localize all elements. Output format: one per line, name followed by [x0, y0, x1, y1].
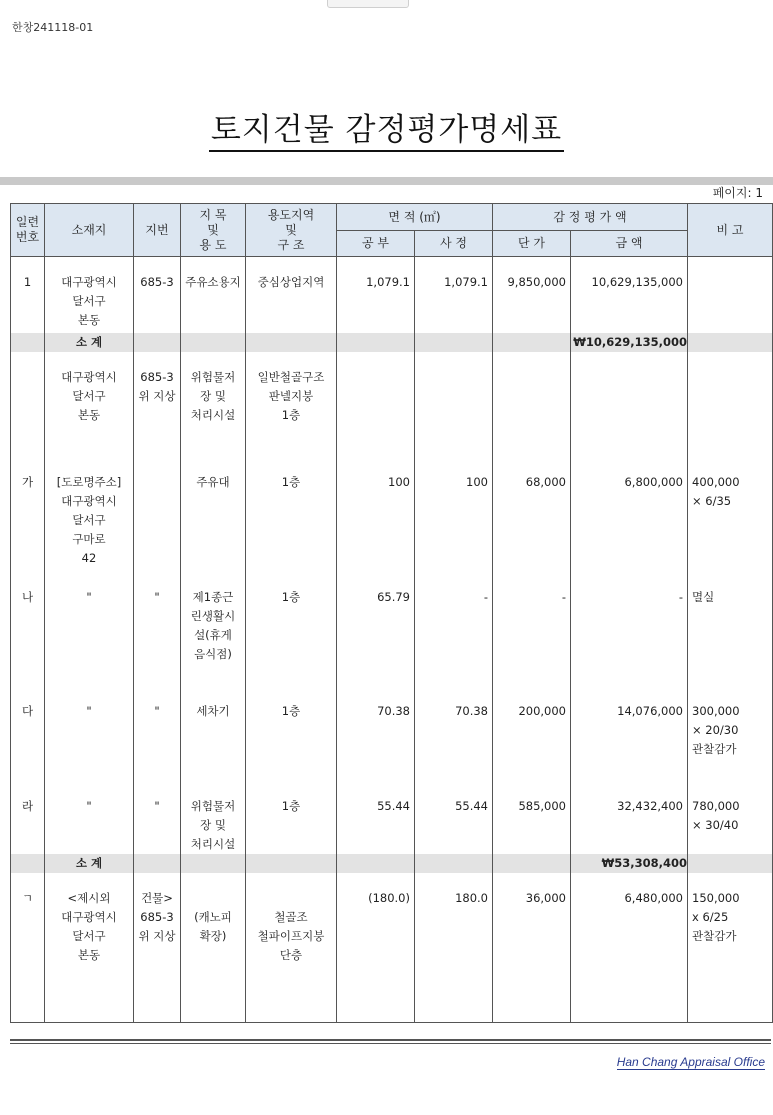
cell-area-actual [415, 686, 493, 781]
cell-amount [571, 781, 688, 854]
cell-category [181, 457, 246, 572]
subtotal-empty-cell [337, 333, 415, 352]
cell-unit-price-text [493, 352, 570, 387]
cell-category-text [181, 572, 245, 664]
subtotal-label: 소 계 [45, 854, 134, 873]
cell-zoning-text [246, 457, 336, 492]
cell-zoning-text [246, 781, 336, 816]
cell-area-official [337, 257, 415, 333]
cell-location-line: [도로명주소] [56, 474, 122, 489]
cell-zoning-line [246, 889, 336, 908]
cell-area-actual [415, 873, 493, 1023]
cell-remarks-text [688, 686, 772, 759]
cell-area-actual-text: 55.44 [455, 798, 488, 813]
cell-lot [134, 572, 181, 686]
cell-remarks [688, 572, 773, 686]
cell-location-text [45, 457, 133, 568]
cell-zoning-line: 1층 [281, 798, 301, 813]
cell-category-text [181, 781, 245, 854]
cell-category-line: (캐노피 [194, 909, 232, 924]
cell-category [181, 781, 246, 854]
cell-remarks-line: 150,000 [692, 890, 740, 905]
cell-location-text [45, 572, 133, 607]
page-number: 페이지: 1 [712, 186, 763, 200]
header-category: 지 목 및 용 도 [181, 204, 246, 257]
cell-remarks-line: 300,000 [692, 703, 740, 718]
header-appraisal: 감 정 평 가 액 [493, 204, 688, 231]
cell-location [45, 257, 134, 333]
cell-category-line: 처리시설 [190, 836, 236, 851]
cell-location [45, 352, 134, 457]
cell-remarks [688, 257, 773, 333]
cell-location-text [45, 257, 133, 330]
cell-amount [571, 257, 688, 333]
cell-area-actual [415, 781, 493, 854]
cell-zoning [246, 686, 337, 781]
cell-remarks [688, 873, 773, 1023]
cell-category-line: 설(휴게 [194, 627, 232, 642]
header-area-actual: 사 정 [415, 231, 493, 257]
cell-unit-price-text: - [561, 589, 566, 604]
cell-location-line: <제시외 [67, 890, 111, 905]
cell-area-actual-text: 1,079.1 [444, 275, 488, 289]
subtotal-empty-cell [181, 854, 246, 873]
subtotal-label: 소 계 [45, 333, 134, 352]
cell-lot-text [134, 257, 180, 292]
cell-serial-text: 라 [21, 798, 34, 813]
cell-category-line: 처리시설 [190, 407, 236, 422]
header-serial: 일련 번호 [11, 204, 45, 257]
cell-unit-price [493, 572, 571, 686]
subtotal-empty-cell [134, 854, 181, 873]
cell-category-text [181, 457, 245, 492]
table-row [11, 457, 773, 572]
cell-zoning-line: 1층 [281, 703, 301, 718]
cell-category [181, 352, 246, 457]
subtotal-empty-cell [181, 333, 246, 352]
cell-location-line: 본동 [77, 947, 101, 962]
cell-serial-text: 다 [21, 703, 34, 718]
subtotal-amount: ₩53,308,400 [571, 854, 688, 873]
subtotal-empty-cell [134, 333, 181, 352]
cell-remarks-line: × 30/40 [692, 817, 739, 832]
cell-location-line: 대구광역시 [61, 369, 117, 384]
cell-category-line: 장 및 [200, 388, 226, 403]
cell-location-line: 달서구 [72, 928, 106, 943]
subtotal-empty-cell [493, 854, 571, 873]
cell-zoning-line: 중심상업지역 [257, 275, 325, 289]
cell-area-actual-text: - [483, 589, 488, 604]
table-row [11, 686, 773, 781]
cell-unit-price [493, 686, 571, 781]
cell-serial-text [11, 352, 44, 387]
cell-location-line: " [86, 589, 92, 604]
subtotal-row [11, 333, 773, 352]
header-area: 면 적 (㎡) [337, 204, 493, 231]
cell-amount-text: 10,629,135,000 [591, 275, 683, 289]
cell-location-line: 달서구 [72, 388, 106, 403]
cell-unit-price [493, 457, 571, 572]
cell-remarks-text [688, 781, 772, 835]
cell-category [181, 572, 246, 686]
cell-amount-text: - [678, 589, 683, 604]
cell-remarks-line: × 6/35 [692, 493, 732, 508]
cell-category-line: 린생활시 [190, 608, 236, 623]
cell-amount [571, 352, 688, 457]
cell-area-actual [415, 572, 493, 686]
cell-serial-text: 가 [21, 474, 34, 489]
cell-lot [134, 257, 181, 333]
cell-category-line: 위험물저 [190, 369, 236, 384]
cell-area-official [337, 781, 415, 854]
cell-location-line: " [86, 703, 92, 718]
cell-area-official-text: 100 [388, 474, 410, 489]
cell-location [45, 572, 134, 686]
footer-divider-thin [10, 1043, 771, 1044]
top-tab-chip [327, 0, 409, 8]
cell-serial [11, 781, 45, 854]
cell-remarks-text [688, 572, 772, 607]
cell-serial [11, 257, 45, 333]
cell-category-text [181, 257, 245, 292]
cell-remarks [688, 457, 773, 572]
cell-location [45, 686, 134, 781]
subtotal-empty-cell [337, 854, 415, 873]
cell-location-line: " [86, 798, 92, 813]
cell-remarks-text [688, 257, 772, 273]
cell-location-text [45, 873, 133, 965]
cell-category-line: 세차기 [196, 703, 230, 718]
cell-location-line: 대구광역시 [61, 275, 117, 289]
cell-unit-price-text: 68,000 [525, 474, 566, 489]
cell-location-line: 구마로 [72, 531, 106, 546]
cell-serial [11, 686, 45, 781]
cell-remarks-line: 관찰감가 [692, 741, 737, 756]
cell-location-line: 대구광역시 [61, 909, 117, 924]
cell-location-text [45, 781, 133, 816]
cell-unit-price [493, 257, 571, 333]
header-remarks: 비 고 [688, 204, 773, 257]
cell-unit-price-text: 9,850,000 [507, 275, 566, 289]
cell-category [181, 873, 246, 1023]
table-row [11, 352, 773, 457]
cell-remarks-line: 관찰감가 [692, 928, 737, 943]
table-body [11, 257, 773, 1023]
cell-zoning-line: 1층 [281, 589, 301, 604]
cell-zoning-text [246, 352, 336, 425]
cell-lot-line: 건물> [141, 890, 173, 905]
cell-location [45, 873, 134, 1023]
cell-area-official [337, 873, 415, 1023]
cell-lot-line: 위 지상 [138, 928, 176, 943]
cell-zoning [246, 781, 337, 854]
cell-remarks-line: × 20/30 [692, 722, 739, 737]
cell-lot [134, 686, 181, 781]
cell-location-line: 본동 [77, 407, 101, 422]
cell-serial [11, 352, 45, 457]
cell-remarks-line: x 6/25 [692, 909, 729, 924]
cell-zoning-line: 1층 [281, 407, 301, 422]
cell-lot-text [134, 457, 180, 473]
subtotal-empty-cell [415, 333, 493, 352]
cell-category-line: 주유소용지 [185, 275, 241, 289]
cell-location-text [45, 686, 133, 721]
header-lot: 지번 [134, 204, 181, 257]
cell-serial [11, 572, 45, 686]
cell-lot-text [134, 572, 180, 607]
cell-lot-text [134, 781, 180, 816]
subtotal-amount: ₩10,629,135,000 [571, 333, 688, 352]
cell-zoning [246, 257, 337, 333]
cell-serial [11, 457, 45, 572]
cell-location-line: 달서구 [72, 294, 106, 308]
cell-remarks [688, 352, 773, 457]
cell-area-official-text: 1,079.1 [366, 275, 410, 289]
cell-lot-text [134, 352, 180, 406]
footer-divider [10, 1039, 771, 1041]
cell-zoning-line: 일반철골구조 [257, 369, 325, 384]
cell-remarks [688, 686, 773, 781]
subtotal-empty-cell [11, 333, 45, 352]
cell-lot-line: " [154, 798, 160, 813]
cell-serial-text: ㄱ [21, 890, 34, 905]
cell-lot [134, 873, 181, 1023]
cell-lot [134, 352, 181, 457]
cell-lot-line: 685-3 [140, 369, 174, 384]
cell-amount [571, 873, 688, 1023]
cell-category-line: 확장) [199, 928, 227, 943]
cell-unit-price-text: 200,000 [518, 703, 566, 718]
table-row [11, 781, 773, 854]
cell-area-actual [415, 352, 493, 457]
cell-lot [134, 781, 181, 854]
cell-amount [571, 686, 688, 781]
cell-zoning-line: 단층 [279, 947, 303, 962]
table-row [11, 572, 773, 686]
cell-amount [571, 457, 688, 572]
cell-area-actual [415, 457, 493, 572]
subtotal-empty-cell [688, 854, 773, 873]
cell-remarks-line: 780,000 [692, 798, 740, 813]
table-row [11, 257, 773, 333]
cell-location [45, 781, 134, 854]
cell-location-text [45, 352, 133, 425]
cell-serial-text: 1 [23, 275, 32, 289]
cell-category-text [181, 873, 245, 946]
header-area-official: 공 부 [337, 231, 415, 257]
cell-amount-text: 14,076,000 [617, 703, 683, 718]
cell-remarks [688, 781, 773, 854]
cell-lot-text [134, 873, 180, 946]
cell-zoning-line: 1층 [281, 474, 301, 489]
cell-unit-price-text: 585,000 [518, 798, 566, 813]
subtotal-empty-cell [246, 854, 337, 873]
cell-lot-line: " [154, 589, 160, 604]
cell-unit-price [493, 873, 571, 1023]
subtotal-empty-cell [493, 333, 571, 352]
cell-area-actual-text: 100 [466, 474, 488, 489]
document-number: 한창241118-01 [12, 21, 94, 34]
cell-category-line: 음식점) [194, 646, 232, 661]
cell-remarks-text [688, 457, 772, 511]
cell-area-official [337, 457, 415, 572]
cell-category-line: 주유대 [196, 474, 230, 489]
cell-location-line: 달서구 [72, 512, 106, 527]
cell-unit-price-text: 36,000 [525, 890, 566, 905]
subtotal-empty-cell [688, 333, 773, 352]
cell-zoning-line: 철파이프지붕 [257, 928, 325, 943]
cell-category-line [181, 889, 245, 908]
subtotal-row [11, 854, 773, 873]
cell-area-official [337, 572, 415, 686]
cell-location-line: 본동 [77, 313, 101, 327]
cell-lot-line: " [154, 703, 160, 718]
office-name: Han Chang Appraisal Office [616, 1055, 765, 1069]
cell-area-official-text: 70.38 [377, 703, 410, 718]
cell-serial [11, 873, 45, 1023]
cell-area-official [337, 686, 415, 781]
cell-location [45, 457, 134, 572]
cell-category [181, 257, 246, 333]
cell-category-text [181, 352, 245, 425]
header-amount: 금 액 [571, 231, 688, 257]
cell-area-actual-text: 180.0 [455, 890, 488, 905]
cell-zoning-line: 판넬지붕 [268, 388, 314, 403]
cell-area-actual [415, 257, 493, 333]
cell-area-official-text: (180.0) [368, 890, 410, 905]
cell-zoning-text [246, 873, 336, 965]
header-zoning: 용도지역 및 구 조 [246, 204, 337, 257]
cell-category-line: 장 및 [200, 817, 226, 832]
cell-zoning-line: 철골조 [274, 909, 308, 924]
cell-remarks-text [688, 873, 772, 946]
cell-category-text [181, 686, 245, 721]
subtotal-empty-cell [11, 854, 45, 873]
cell-serial-text: 나 [21, 589, 34, 604]
cell-category [181, 686, 246, 781]
cell-area-actual-text [415, 352, 492, 387]
table-header [11, 204, 773, 257]
cell-remarks-line: 400,000 [692, 474, 740, 489]
cell-lot-line: 685-3 [140, 275, 174, 289]
cell-amount-text [571, 352, 687, 387]
cell-zoning-text [246, 686, 336, 721]
document-title: 토지건물 감정평가명세표 [0, 104, 773, 149]
cell-area-official-text [337, 352, 414, 387]
cell-category-line: 위험물저 [190, 798, 236, 813]
header-divider [0, 177, 773, 185]
cell-remarks-text [688, 352, 772, 368]
appraisal-table [10, 203, 773, 1023]
cell-lot-text [134, 686, 180, 721]
cell-location-line: 대구광역시 [61, 493, 117, 508]
cell-remarks-line: 멸실 [692, 589, 715, 604]
cell-area-official [337, 352, 415, 457]
cell-unit-price [493, 352, 571, 457]
cell-zoning-text [246, 572, 336, 607]
cell-zoning [246, 457, 337, 572]
cell-amount-text: 6,800,000 [624, 474, 683, 489]
cell-zoning-text [246, 257, 336, 292]
subtotal-empty-cell [246, 333, 337, 352]
cell-amount-text: 6,480,000 [624, 890, 683, 905]
cell-area-official-text: 65.79 [377, 589, 410, 604]
cell-lot [134, 457, 181, 572]
cell-lot-line: 685-3 [140, 909, 174, 924]
cell-lot-line: 위 지상 [138, 388, 176, 403]
table-row [11, 873, 773, 1023]
header-unit-price: 단 가 [493, 231, 571, 257]
cell-area-official-text: 55.44 [377, 798, 410, 813]
cell-zoning [246, 873, 337, 1023]
subtotal-empty-cell [415, 854, 493, 873]
cell-amount [571, 572, 688, 686]
cell-amount-text: 32,432,400 [617, 798, 683, 813]
cell-category-line: 제1종근 [192, 589, 234, 604]
cell-area-actual-text: 70.38 [455, 703, 488, 718]
cell-zoning [246, 352, 337, 457]
cell-location-line: 42 [81, 550, 97, 565]
cell-zoning [246, 572, 337, 686]
cell-unit-price [493, 781, 571, 854]
header-location: 소재지 [45, 204, 134, 257]
